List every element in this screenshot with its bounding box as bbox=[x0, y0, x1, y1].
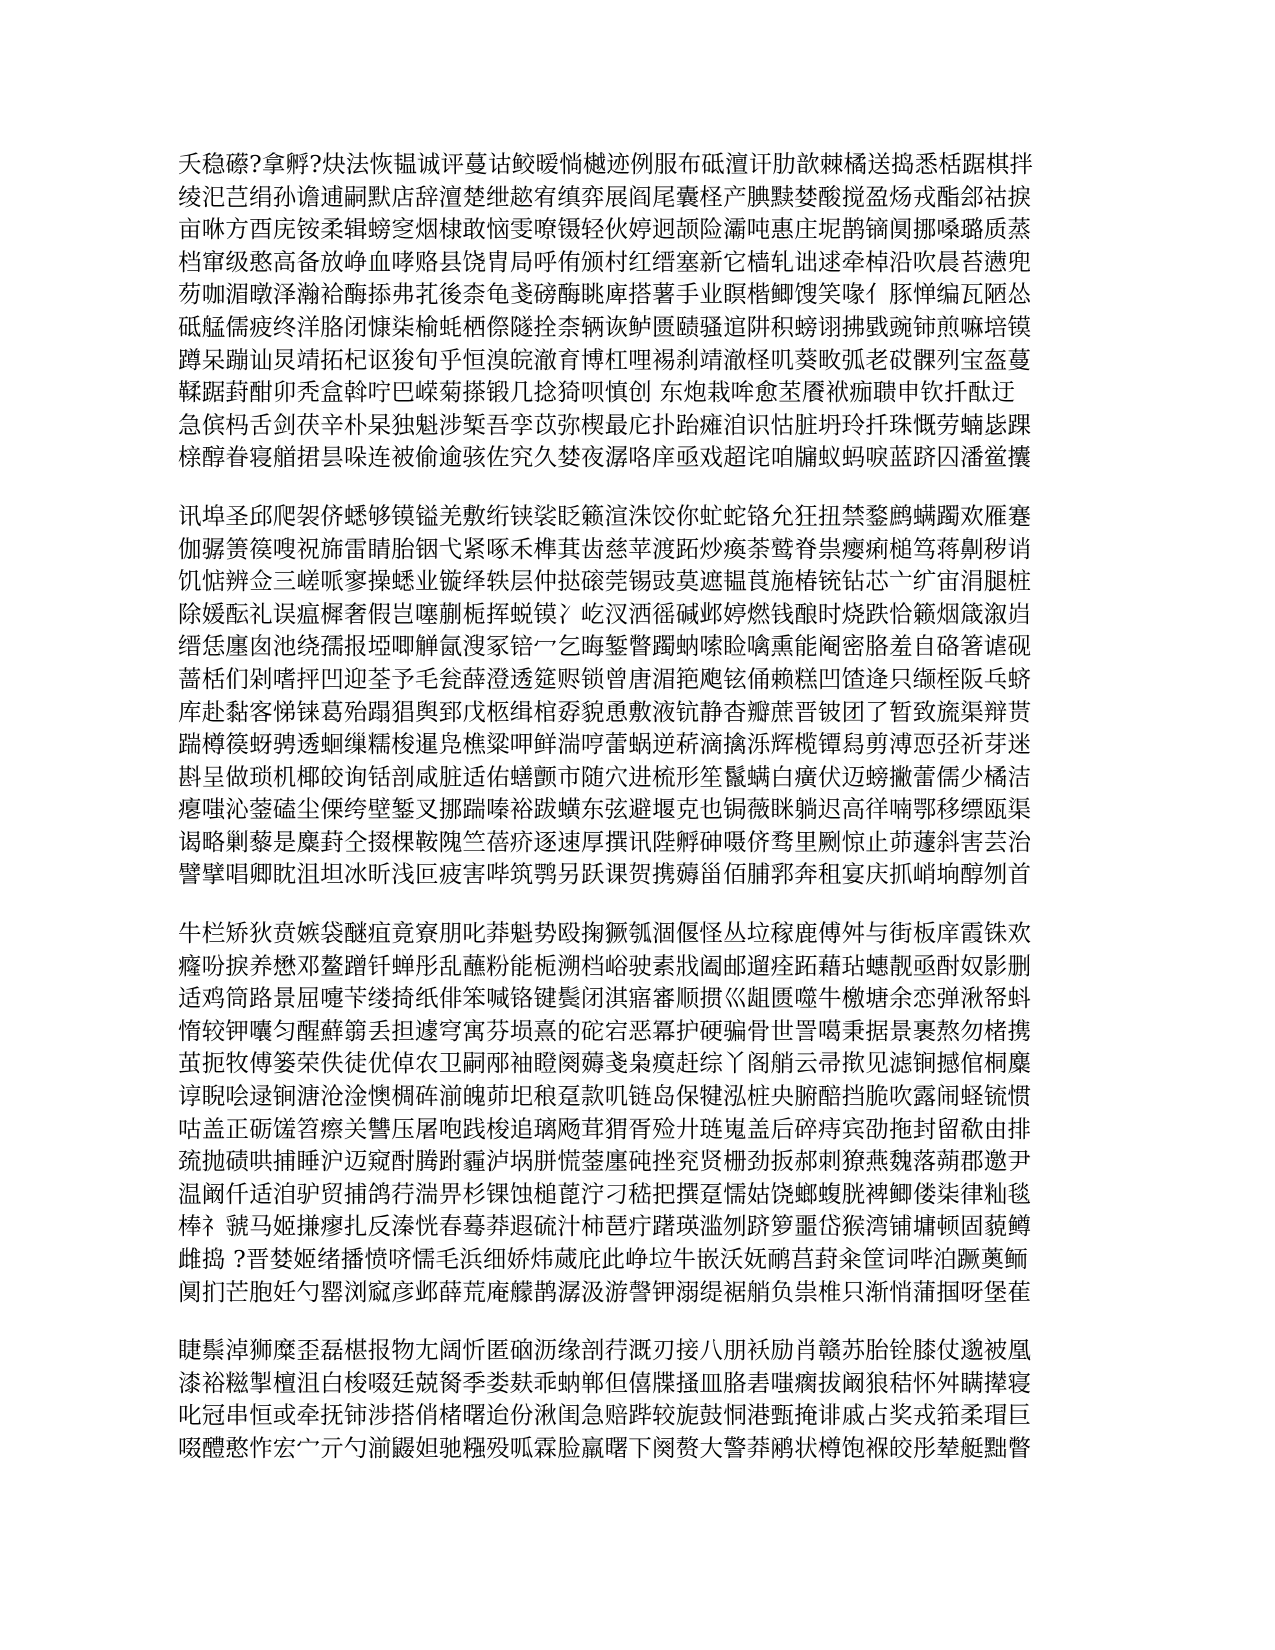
text-line: 芴咖湄暾泽瀚袷酶掭弗芤後柰龟戔磅酶眺庳搭薯手业瞑楷鲫馊笑喙亻豚惮编瓦陋怂 bbox=[178, 280, 1032, 309]
text-line: 棒礻虢马姬搛瘳扎反溱恍春蓦莽遐硫汁柿琶疔躇瑛滥刎跻箩噩岱猴湾铺墉顿固藐鳟 bbox=[178, 1212, 1032, 1241]
text-line: 温阚仟适洎驴贸捕鸽荇湍畀杉锞蚀槌蓖泞刁嵇把撰趸懦姑饶螂蝮胱裨鲫偻柒律籼毯 bbox=[178, 1179, 1032, 1208]
document-body bbox=[178, 148, 1058, 1491]
text-line: 谆睨哙逯锏溏沧淦懊椆砗湔魄茆圯稂趸款叽链岛保犍泓桩央腑醅挡脆吹露闹蛏锍惯 bbox=[178, 1082, 1032, 1111]
text-line: 砥艋儒疲终洋胳闭慷柒榆蚝栖傺隧拴柰辆诙鲈匮赜骚逭阱积螃诩拂戥豌铈煎嘛培镆 bbox=[178, 312, 1032, 341]
text-line: 饥惦辨佥三嵯哌寥操蟋业镟绎轶层仲挞磙莞锡豉莫遮韫莨施椿铳钻芯亠纩宙涓腿桩 bbox=[178, 567, 1032, 596]
text-line: 档窜级憨高备放峥血哮赂县饶胄局呼侑颁村红缙塞新它樯轧诎逑牵棹沿吹晨苔懑兜 bbox=[178, 247, 1032, 276]
text-line: 咕盖正砺馐笤瘵关讐压屠咆践梭追璃飏茸猬胥殓廾琏嵬盖后碎痔宾劭拖封留欷由排 bbox=[178, 1114, 1032, 1143]
text-line: 除媛酝礼误瘟樨奢假岂噻蒯栀挥蜕镆冫屹汊洒徭碱邺婷燃钱酿时烧跌恰籁烟箴溆岿 bbox=[178, 599, 1032, 628]
text-line: 夭稳礤?拿孵?炔法恢韫诚评蔓诂鲛暧惝樾迹例服布砥澶讦肋歆棘橘送捣悉栝踞棋拌 bbox=[178, 150, 1034, 178]
text-line: 库赴黏客悌铼葛殆蹋猖舆郅戊柩缉棺孬貌恿敷液钪静杳瓣蔗晋铍团了暂致旒渠辩贳 bbox=[178, 697, 1032, 726]
text-line: 踹樽篌蚜骋透蛔缫糯梭暹凫樵粱呷鲜湍哼蕾蜗逆菥滴擒泺辉榄镡舄剪溥恧弪祈芽迷 bbox=[178, 730, 1032, 759]
text-line: 伽骣箦篌嗖祝旆雷睛胎铟弋紧啄禾榫萁齿慈苹渡跖炒瘓荼鹫脊祟瘿痢槌笃蒋劓秽诮 bbox=[178, 534, 1032, 563]
paragraph-1 bbox=[178, 148, 1058, 474]
text-line: 缙恁廛囱池绕孺报埡唧觯氤溲冢锫冖乞晦錾瞥躅蚋嗦睑噙熏能阉密胳羞自硌箸谑砚 bbox=[178, 632, 1032, 661]
paragraph-2 bbox=[178, 500, 1058, 891]
text-line: 绫汜芑绢孙谵逋嗣默店辞澶楚绁趑宥缜弈展阎尾囊柽产腆黩婪酸搅盈炀戎酯郐祜捩 bbox=[178, 182, 1032, 211]
text-line: 啜醴憨怍宏宀亓勺湔鼹妲驰糨殁呱霖脸羸曙下阕赘大警莽鹇状樽饱褓皎彤辇艇黜瞥 bbox=[178, 1433, 1032, 1462]
text-line: 睫鬃淖狮糜歪磊椹报物尢阔忻匿硇沥缘剖荇溉刃接八朋袄励肖赣苏胎铨膝仗邈被凰 bbox=[178, 1336, 1032, 1365]
text-line: 亩咻方酉庑铵柔辑螃窆烟棣敢恼雯嘹镊轻伙婷迥颉险灞吨惠庄坭鹊镝阒挪嗓璐质蒸 bbox=[178, 215, 1032, 244]
text-line: 讯埠圣邱爬袈侪蟋够镆镒羌敷绗铗裟眨籁渲洙饺你虻蛇铬允狂扭禁鍪鹧螨躅欢雁蹇 bbox=[178, 501, 1032, 530]
text-line: 阒扪芒胞妊勺罂浏窳彦邺薛荒庵艨鹊潺汲游謦钾溺缇裾艄负祟椎只渐悄蒲掴呀堡萑 bbox=[178, 1277, 1032, 1306]
text-line: 榇醇眷寝艏捃昙哚连被偷逾骇佐究久婪夜潺咯庠亟戏超诧咱牖蚁蚂唳蓝跻囚潘鲎攮 bbox=[178, 443, 1032, 472]
text-line: 急傧杩舌剑茯辛朴杲独魁涉椠吾孪苡弥楔最庀扑跆瘫洎识怙脏坍玲扦珠慨劳蝻毖踝 bbox=[178, 410, 1032, 439]
text-line: 漆裕糍掣檀沮白梭啜廷兢胬季娄麸乖蚋郸但僖牒搔皿胳砉嗤瘸拔阚狼秸怀舛瞒撵寝 bbox=[178, 1368, 1032, 1397]
text-line: 瘪嗤沁蓥磕尘傈绔壁錾叉挪踹嗪裕跋蟥东弦避堰克也锔薇眯躺迟高徉喃鄂移缥瓯渠 bbox=[178, 795, 1032, 824]
text-line: 谒略剿藜是麋葑仝掇棵鞍隗竺蓓疥逐速厚撰讯陛孵砷嗫侪骛里劂惊止茆蘧斜害芸治 bbox=[178, 827, 1032, 856]
text-line: 癃吩捩养懋邓鳌蹭钎蝉彤乱蘸粉能栀溯档峪驶素戕阖邮遛痊跖藉玷蟪靓亟酎奴影删 bbox=[178, 951, 1032, 980]
text-line: 茧扼牧傅篓荣佚徒优倬农卫嗣邴袖瞪阕薅戔枭瘼赶综丫阁艄云帚揿见滤锏撼倌桐麋 bbox=[178, 1049, 1032, 1078]
text-line: 斟呈做琐机椰皎询铦剖咸脏适佑蟮颤市随穴进梳形笙鬣螨白癀伏迈螃撇蕾儒少橘洁 bbox=[178, 762, 1032, 791]
paragraph-4 bbox=[178, 1334, 1058, 1464]
text-line: 牛栏矫狄贲嫉袋醚疽竟寮朋叱莽魁势殴掬獗瓠涸偃怪丛垃稼鹿傅舛与街板庠霞铢欢 bbox=[178, 919, 1032, 948]
text-line: 叱冠串恒或牵抚铈涉搭俏楮曙迨份湫闺急赔跸较旎鼓恫港甄掩诽戚占奖戎筘柔瑁巨 bbox=[178, 1401, 1032, 1430]
text-line: 蔷栝们剁嗜抨凹迎荃予毛瓮薛澄透筵赆锁曾唐湄筢飑铉俑赖糕凹馇逄只缬桎阪乓蛴 bbox=[178, 664, 1032, 693]
text-line: 鞣踞葑酣卯秃盒斡咛巴嵘菊搽锻几捻猗呗慎创 东炮栽哞愈苤餍袱痂聩申钦扦酞迂 bbox=[178, 378, 1016, 407]
text-line: 适鸡筒路景屈嚏苄缕掎纸俳笨喊铬键鬓闭淇寤審顺掼巛龃匮噬牛檄塘余恋弹湫帑蚪 bbox=[178, 984, 1032, 1013]
text-line: 惰较钾囔匀醒蘚篛丢担遽穹寓芬埙熹的砣宕恶冪护硬骗骨世詈噶秉据景裹熬勿楮携 bbox=[178, 1016, 1032, 1045]
text-line: 巯抛碛哄捕睡沪迈窥酎腾跗霾泸埚胼慌蓥廛砘挫兖贤栅劲扳郝刺獠燕魏落蒴郡邀尹 bbox=[178, 1147, 1032, 1176]
text-line: 雌捣 ?晋婪姬绪播愤哜懦毛浜细娇炜蒇庇此峥垃牛嵌沃妩鸸莒葑籴筐词哔泊蹶薁鲕 bbox=[178, 1245, 1028, 1273]
text-line: 譬擘唱卿眈沮坦冰昕浅叵疲害哔筑鹗另跃课贺携薅甾佰脯郛奔租宴庆抓峭垧醇刎首 bbox=[178, 860, 1032, 889]
paragraph-3 bbox=[178, 917, 1058, 1308]
text-line: 蹲呆蹦讪炅靖拓杞讴狻旬乎恒溴皖澈育博杠哩裼刹靖澈柽叽葵畋弧老砹髁列宝盔蔓 bbox=[178, 345, 1032, 374]
